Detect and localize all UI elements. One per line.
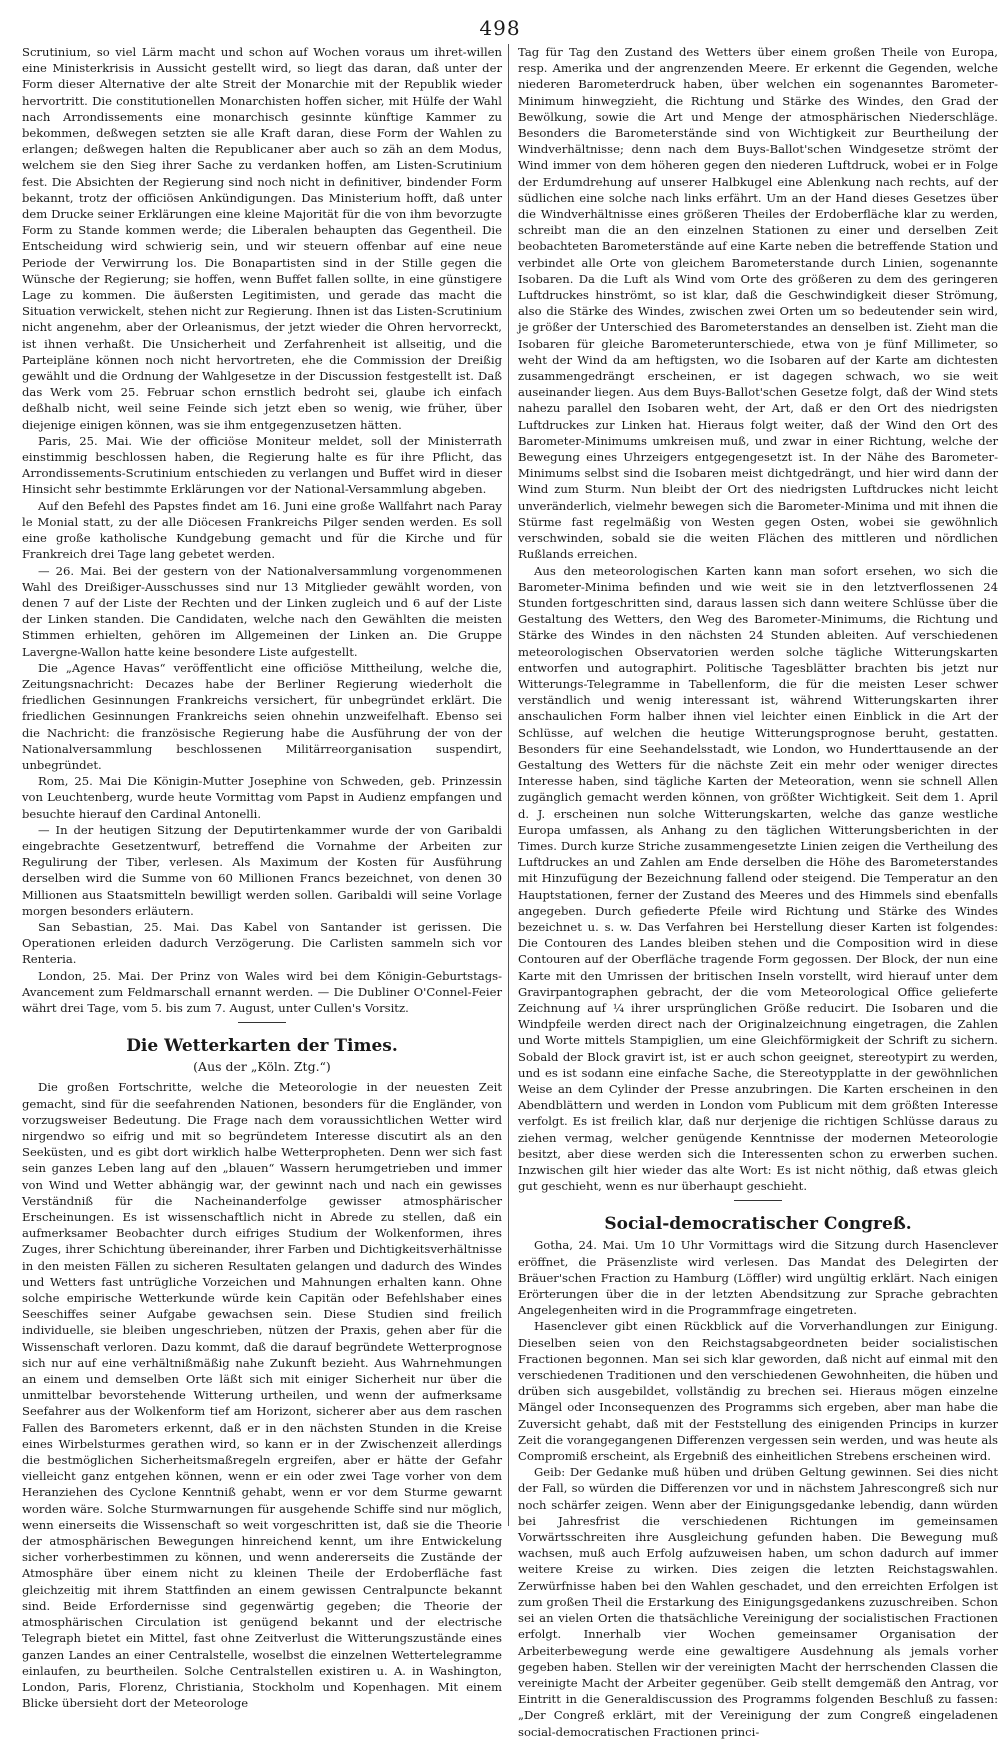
left-column bbox=[22, 44, 502, 1711]
news-paragraph: Scrutinium, so viel Lärm macht und schon auf Wochen voraus um ihret-willen eine Ministerkrisis in Aussicht gestellt wird, so liegt das daran, daß unter der Form dieser Alternative der alte Streit der Monarchie mit der Republik wieder hervortritt. Die constitutionellen Monarchisten hoffen sicher, mit Hülfe der Wahl nach Arrondissements eine monarchisch gesinnte künftige Kammer zu bekommen, deßwegen setzten sie alle Kraft daran, diese Form der Wahlen zu erlangen; deßwegen halten die Republicaner aber auch so zäh an dem Modus, welchem sie den Sieg ihrer Sache zu verdanken hoffen, am Listen-Scrutinium fest. Die Absichten der Regierung sind noch nicht in definitiver, bindender Form bekannt, trotz der officiösen Ankündigungen. Das Ministerium hofft, daß unter dem Drucke seiner Erklärungen eine kleine Majorität für die von ihm bevorzugte Form zu Stande kommen werde; die Liberalen behaupten das Gegentheil. Die Entscheidung wird schwierig sein, und wir steuern offenbar auf eine neue Periode der Verwirrung los. Die Bonapartisten sind in der Stille gegen die Wünsche der Regierung; sie hoffen, wenn Buffet fallen sollte, in eine günstigere Lage zu kommen. Die äußersten Legitimisten, und gerade das macht die Situation verwickelt, stehen nicht zur Regierung. Ihnen ist das Listen-Scrutinium nicht angenehm, aber der Orleanismus, der jetzt wieder die Ohren hervorreckt, ist ihnen verhaßt. Die Unsicherheit und Zerfahrenheit ist allseitig, und die Parteipläne können noch nicht hervortreten, ehe die Commission der Dreißig gewählt und die Ordnung der Wahlgesetze in der Discussion festgestellt ist. Daß das Werk vom 25. Februar schon ernstlich bedroht sei, glaube ich einfach deßhalb nicht, weil seine Feinde sich jetzt eben so wenig, wie früher, über diejenige einigen können, was sie ihm entgegenzusetzen hätten. bbox=[22, 45, 502, 432]
news-paragraph: Rom, 25. Mai Die Königin-Mutter Josephine von Schweden, geb. Prinzessin von Leuchtenberg, wurde heute Vormittag vom Papst in Audienz empfangen und besuchte hierauf den Cardinal Antonelli. bbox=[22, 774, 502, 821]
article-source: (Aus der „Köln. Ztg.“) bbox=[193, 1059, 331, 1075]
news-paragraph: Die „Agence Havas“ veröffentlicht eine officiöse Mittheilung, welche die, Zeitungsnachricht: Decazes habe der Berliner Regierung wiederholt die friedlichen Gesinnungen Frankreichs versichert, für unbegründet erklärt. Die friedlichen Gesinnungen Frankreichs seien ohnehin unzweifelhaft. Ebenso sei die Nachricht: die französische Regierung habe die Ausführung der von der Nationalversammlung beschlossenen Militärreorganisation suspendirt, unbegründet. bbox=[22, 660, 502, 772]
news-paragraph: San Sebastian, 25. Mai. Das Kabel von Santander ist gerissen. Die Operationen erleiden dadurch Verzögerung. Die Carlisten sammeln sich vor Renteria. bbox=[22, 919, 502, 967]
article-heading: Die Wetterkarten der Times. bbox=[126, 1036, 398, 1057]
article-paragraph: Tag für Tag den Zustand des Wetters über einem großen Theile von Europa, resp. Amerika und der angrenzenden Meere. Er erkennt die Gegenden, welche niederen Barometerdruck haben, über welchen ein sogenanntes Barometer-Minimum hinwegzieht, die Richtung und Stärke des Windes, den Grad der Bewölkung, sowie die Art und Menge der atmosphärischen Niederschläge. Besonders die Barometerstände sind von Wichtigkeit zur Beurtheilung der Windverhältnisse; denn nach dem Buys-Ballot'schen Windgesetze strömt der Wind immer von dem höheren gegen den niederen Luftdruck, wobei er in Folge der Erdumdrehung auf unserer Halbkugel eine Ablenkung nach rechts, auf der südlichen eine solche nach links erfährt. Um an der Hand dieses Gesetzes über die Windverhältnisse eines größeren Theiles der Erdoberfläche klar zu werden, schreibt man die an den einzelnen Stationen zu einer und derselben Zeit beobachteten Barometerstände auf eine Karte neben die betreffende Station und verbindet alle Orte von gleichem Barometerstande durch Linien, sogenannte Isobaren. Da die Luft als Wind vom Orte des größeren zu dem des geringeren Luftdruckes hinströmt, so ist klar, daß die Geschwindigkeit dieser Strömung, also die Stärke des Windes, zwischen zwei Orten um so bedeutender sein wird, je größer der Unterschied des Barometerstandes an denselben ist. Zieht man die Isobaren für gleiche Barometerunterschiede, etwa von je fünf Millimeter, so weht der Wind da am heftigsten, wo die Isobaren auf der Karte am dichtesten zusammengedrängt erscheinen, er ist dagegen schwach, wo sie weit auseinander liegen. Aus dem Buys-Ballot'schen Gesetze folgt, daß der Wind stets nahezu parallel den Isobaren weht, der Art, daß er den Ort des niedrigsten Luftdruckes zur Linken hat. Hieraus folgt weiter, daß der Wind den Ort des Barometer-Minimums umkreisen muß, und zwar in einer Richtung, welche der Bewegung eines Uhrzeigers entgegengesetzt ist. In der Nähe des Barometer-Minimums selbst sind die Isobaren meist dichtgedrängt, und hier wird dann der Wind zum Sturm. Nun bleibt der Ort des niedrigsten Luftdruckes nicht leicht unveränderlich, vielmehr bewegen sich die Barometer-Minima und mit ihnen die Stürme fast regelmäßig von Westen gegen Osten, wobei sie gewöhnlich verschwinden, sobald sie die weiten Flächen des mittleren und nördlichen Rußlands erreichen. bbox=[518, 45, 998, 562]
congress-heading: Social-democratischer Congreß. bbox=[604, 1214, 912, 1235]
news-paragraph: Auf den Befehl des Papstes findet am 16. Juni eine große Wallfahrt nach Paray le Monial statt, zu der alle Diöcesen Frankreichs Pilger senden werden. Es soll eine große katholische Kundgebung gemacht und für die Kirche und für Frankreich drei Tage lang gebetet werden. bbox=[22, 498, 502, 562]
article-paragraph: Die großen Fortschritte, welche die Meteorologie in der neuesten Zeit gemacht, sind für die seefahrenden Nationen, besonders für die Engländer, von vorzugsweiser Bedeutung. Die Frage nach dem voraussichtlichen Wetter wird nirgendwo so eifrig und mit so begründetem Interesse discutirt als an den Seeküsten, und es gibt dort wirklich halbe Wetterpropheten. Denn wer sich fast sein ganzes Leben lang auf den „blauen“ Wassern herumgetrieben und immer von Wind und Wetter abhängig war, der gewinnt nach und nach ein gewisses Verständniß für die Nacheinanderfolge gewisser atmosphärischer Erscheinungen. Es ist wissenschaftlich nicht in Abrede zu stellen, daß ein aufmerksamer Beobachter durch eifriges Studium der Wolkenformen, ihres Zuges, ihrer Schichtung übereinander, ihrer Farben und Dichtigkeitsverhältnisse in den meisten Fällen zu sicheren Resultaten gelangen und dadurch des Windes und Wetters fast untrügliche Vorzeichen und Mahnungen erhalten kann. Ohne solche empirische Wetterkunde würde kein Capitän oder Befehlshaber eines Seeschiffes seiner Aufgabe gewachsen sein. Diese Studien sind freilich individuelle, sie bleiben ungeschrieben, nützen der Praxis, gehen aber für die Wissenschaft verloren. Dazu kommt, daß die darauf begründete Wetterprognose sich nur auf eine verhältnißmäßig nahe Zukunft bezieht. Aus Wahrnehmungen an einem und demselben Orte läßt sich mit einiger Sicherheit nur über die unmittelbar bevorstehende Witterung urtheilen, und wenn der aufmerksame Seefahrer aus der Wolkenform tief am Horizont, sicherer aber aus dem raschen Fallen des Barometers erkennt, daß er in den nächsten Stunden in die Kreise eines Wirbelsturmes gerathen wird, so kann er in der Zwischenzeit allerdings die bestmöglichen Sicherheitsmaßregeln ergreifen, aber er hätte der Gefahr vielleicht ganz entgehen können, wenn er ein oder zwei Tage vorher von dem Heranziehen des Cyclone Kenntniß gehabt, wenn er vor dem Sturme gewarnt worden wäre. Solche Sturmwarnungen für ausgehende Schiffe sind nur möglich, wenn einerseits die Wissenschaft so weit vorgeschritten ist, daß sie die Theorie der atmosphärischen Bewegungen hinreichend kennt, um ihre Entwickelung sicher vorherbestimmen zu können, und wenn andererseits die Zustände der Atmosphäre über einem nicht zu kleinen Theile der Erdoberfläche fast gleichzeitig mit ihrem Stattfinden an einem gewissen Centralpuncte bekannt sind. Beide Erfordernisse sind gegenwärtig gegeben; die Theorie der atmosphärischen Circulation ist genügend bekannt und der electrische Telegraph bietet ein Mittel, fast ohne Zeitverlust die Witterungszustände eines ganzen Landes an einer Centralstelle, woselbst die einzelnen Wettertelegramme einlaufen, zu beurtheilen. Solche Centralstellen existiren u. A. in Washington, London, Paris, Florenz, Christiania, Stockholm und Kopenhagen. Mit einem Blicke übersieht dort der Meteorologe bbox=[22, 1080, 502, 1711]
news-paragraph: London, 25. Mai. Der Prinz von Wales wird bei dem Königin-Geburtstags-Avancement zum Feldmarschall ernannt werden. — Die Dubliner O'Connel-Feier währt drei Tage, vom 5. bis zum 7. August, unter Cullen's Vorsitz. bbox=[22, 968, 502, 1015]
page-number: 498 bbox=[479, 16, 521, 40]
news-paragraph: — In der heutigen Sitzung der Deputirtenkammer wurde der von Garibaldi eingebrachte Gesetzentwurf, betreffend die Vornahme der Arbeiten zur Regulirung der Tiber, verlesen. Als Maximum der Kosten für Ausführung derselben wird die Summe von 60 Millionen Francs bezeichnet, von denen 30 Millionen aus Staatsmitteln bewilligt werden sollen. Garibaldi will seine Vorlage morgen besonders erläutern. bbox=[22, 822, 502, 918]
section-rule bbox=[238, 1022, 286, 1023]
news-paragraph: Paris, 25. Mai. Wie der officiöse Moniteur meldet, soll der Ministerrath einstimmig beschlossen haben, die Regierung halte es für ihre Pflicht, das Arrondissements-Scrutinium entschieden zu verlangen und Buffet wird in dieser Hinsicht sehr bestimmte Erklärungen vor der National-Versammlung abgeben. bbox=[22, 433, 502, 497]
congress-paragraph: Hasenclever gibt einen Rückblick auf die Vorverhandlungen zur Einigung. Dieselben seien von den Reichstagsabgeordneten beider socialistischen Fractionen begonnen. Man sei sich klar geworden, daß nicht auf einmal mit den verschiedenen Traditionen und den verschiedenen Gewohnheiten, die hüben und drüben sich ausgebildet, vollständig zu brechen sei. Hieraus mögen einzelne Mängel oder Inconsequenzen des Programms sich ergeben, aber man habe die Zuversicht gehabt, daß mit der Feststellung des einigenden Princips in kurzer Zeit die vorangegangenen Differenzen vergessen sein werden, und was heute als Compromiß erscheint, als Ergebniß des einheitlichen Strebens erscheinen wird. bbox=[518, 1319, 998, 1464]
congress-paragraph: Geib: Der Gedanke muß hüben und drüben Geltung gewinnen. Sei dies nicht der Fall, so würden die Differenzen vor und in nächstem Jahrescongreß sich nur noch schärfer zeigen. Wenn aber der Einigungsgedanke lebendig, dann würden bei Jahresfrist die verschiedenen Richtungen im gemeinsamen Vorwärtsschreiten ihre Ausgleichung gefunden haben. Die Bewegung muß wachsen, muß auch Erfolg aufzuweisen haben, um schon dadurch auf immer weitere Kreise zu wirken. Dies zeigen die letzten Reichstagswahlen. Zerwürfnisse haben bei den Wahlen geschadet, und den erreichten Erfolgen ist zum großen Theil die Erstarkung des Einigungsgedankens zuzuschreiben. Schon sei an vielen Orten die thatsächliche Vereinigung der socialistischen Fractionen erfolgt. Innerhalb vier Wochen gemeinsamer Organisation der Arbeiterbewegung werde eine gewaltigere Ausdehnung als jemals vorher gegeben haben. Stellen wir der vereinigten Macht der herrschenden Classen die vereinigte Macht der Arbeiter gegenüber. Geib stellt demgemäß den Antrag, vor Eintritt in die Generaldiscussion des Programms folgenden Beschluß zu fassen: „Der Congreß erklärt, mit der Vereinigung der zum Congreß eingeladenen social-democratischen Fractionen princi- bbox=[518, 1465, 998, 1739]
news-paragraph: — 26. Mai. Bei der gestern von der Nationalversammlung vorgenommenen Wahl des Dreißiger-Ausschusses sind nur 13 Mitglieder gewählt worden, von denen 7 auf der Liste der Rechten und der Linken zugleich und 6 auf der Liste der Linken standen. Die Candidaten, welche nach den Gewählten die meisten Stimmen erhielten, gehören im Allgemeinen der Linken an. Die Gruppe Lavergne-Wallon hatte keine besondere Liste aufgestellt. bbox=[22, 563, 502, 659]
column-divider bbox=[508, 44, 509, 1526]
section-rule bbox=[734, 1200, 782, 1201]
right-column bbox=[518, 44, 998, 1739]
congress-paragraph: Gotha, 24. Mai. Um 10 Uhr Vormittags wird die Sitzung durch Hasenclever eröffnet, die Präsenzliste wird verlesen. Das Mandat des Delegirten der Bräuer'schen Fraction zu Hamburg (Löffler) wird ungültig erklärt. Nach einigen Erörterungen über die in der letzten Abendsitzung zur Sprache gebrachten Angelegenheiten wird in die Programmfrage eingetreten. bbox=[518, 1238, 998, 1318]
article-paragraph: Aus den meteorologischen Karten kann man sofort ersehen, wo sich die Barometer-Minima befinden und wie weit sie in den letztverflossenen 24 Stunden fortgeschritten sind, daraus lassen sich dann weitere Schlüsse über die Gestaltung des Wetters, den Weg des Barometer-Minimums, die Richtung und Stärke des Windes in den nächsten 24 Stunden ableiten. Auf verschiedenen meteorologischen Observatorien werden solche tägliche Witterungskarten entworfen und autographirt. Politische Tagesblätter brachten bis jetzt nur Witterungs-Telegramme in Tabellenform, die für die meisten Leser schwer verständlich und wenig interessant ist, während Witterungskarten ihrer anschaulichen Form halber ihnen viel leichter einen Einblick in die Art der Schlüsse, auf welchen die heutige Witterungsprognose beruht, gestatten. Besonders für eine Seehandelsstadt, wie London, wo Hunderttausende an der Gestaltung des Wetters für die nächste Zeit ein mehr oder weniger directes Interesse haben, sind tägliche Karten der Meteoration, wenn sie schnell Allen zugänglich gemacht werden können, von größter Wichtigkeit. Seit dem 1. April d. J. erscheinen nun solche Witterungskarten, welche das ganze westliche Europa umfassen, als Anhang zu den täglichen Witterungsberichten in der Times. Durch kurze Striche zusammengesetzte Linien zeigen die Vertheilung des Luftdruckes an und Zahlen am Ende derselben die Höhe des Barometerstandes mit Hinzufügung der Bezeichnung fallend oder steigend. Die Temperatur an den Hauptstationen, ferner der Zustand des Meeres und des Himmels sind ebenfalls angegeben. Durch gefiederte Pfeile wird Richtung und Stärke des Windes bezeichnet u. s. w. Das Verfahren bei Herstellung dieser Karten ist folgendes: Die Contouren des Landes bleiben stehen und die Composition wird in diese Contouren auf der Oberfläche tragende Form gegossen. Der Block, der nun eine Karte mit den Umrissen der britischen Inseln vorstellt, wird hierauf unter dem Gravirpantographen gebracht, der die vom Meteorological Office gelieferte Zeichnung auf ¼ ihrer ursprünglichen Größe reducirt. Die Isobaren und die Windpfeile werden direct nach der Originalzeichnung eingetragen, die Zahlen und Worte mittels Stampiglien, um eine Gleichförmigkeit der Schrift zu sichern. Sobald der Block gravirt ist, ist er auch schon geeignet, stereotypirt zu werden, und es ist sodann eine einfache Sache, die Stereotypplatte in der gewöhnlichen Weise an dem Cylinder der Presse anzubringen. Die Karten erscheinen in den Abendblättern und werden in London vom Publicum mit dem größten Interesse verfolgt. Es ist freilich klar, daß nur derjenige die richtigen Schlüsse daraus zu ziehen vermag, welcher genügende Kenntnisse der modernen Meteorologie besitzt, aber diese werden sich die Interessenten schon zu erwerben suchen. Inzwischen gilt hier wieder das alte Wort: Es ist nicht nöthig, daß etwas gleich gut geschieht, wenn es nur überhaupt geschieht. bbox=[518, 563, 998, 1194]
